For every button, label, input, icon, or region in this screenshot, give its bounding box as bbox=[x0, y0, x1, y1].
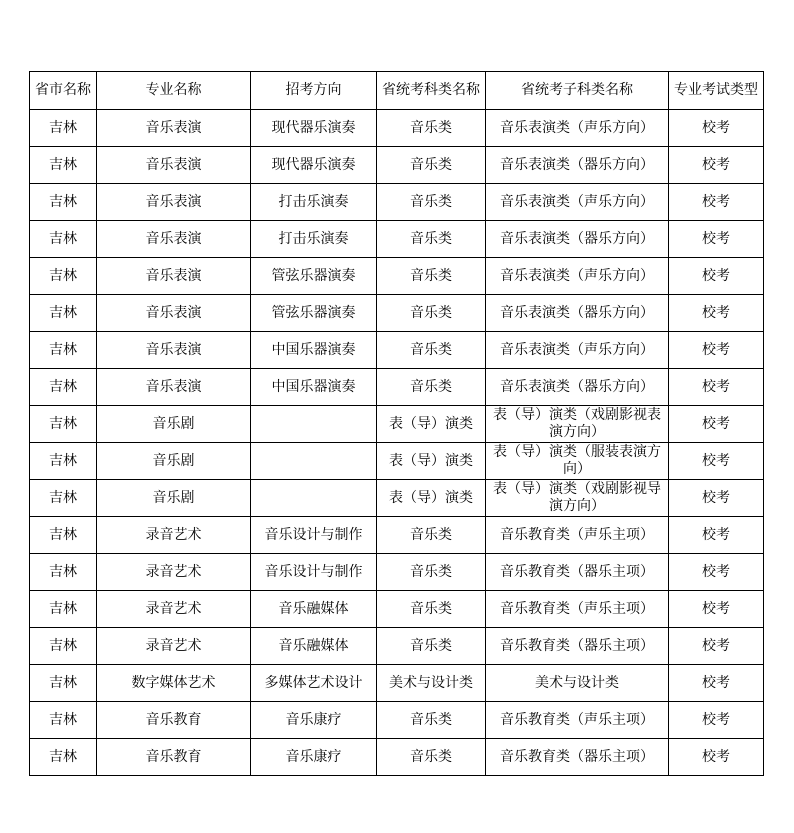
exam-subcategory-cell: 表（导）演类（服装表演方向） bbox=[486, 443, 669, 480]
exam-subcategory-cell: 音乐教育类（器乐主项） bbox=[486, 739, 669, 776]
direction-cell: 音乐融媒体 bbox=[251, 591, 377, 628]
exam-subcategory-cell: 音乐教育类（声乐主项） bbox=[486, 517, 669, 554]
table-row bbox=[30, 591, 764, 628]
exam-category-cell: 音乐类 bbox=[377, 332, 486, 369]
exam-category-cell: 音乐类 bbox=[377, 369, 486, 406]
exam-category-cell: 音乐类 bbox=[377, 628, 486, 665]
header-exam-subcategory: 省统考子科类名称 bbox=[486, 72, 669, 110]
direction-cell: 管弦乐器演奏 bbox=[251, 258, 377, 295]
province-cell: 吉林 bbox=[30, 628, 97, 665]
major-cell: 音乐表演 bbox=[97, 221, 251, 258]
direction-cell: 打击乐演奏 bbox=[251, 184, 377, 221]
major-cell: 音乐表演 bbox=[97, 258, 251, 295]
major-cell: 音乐表演 bbox=[97, 369, 251, 406]
province-cell: 吉林 bbox=[30, 554, 97, 591]
exam-category-cell: 音乐类 bbox=[377, 591, 486, 628]
exam-type-cell: 校考 bbox=[669, 110, 764, 147]
major-cell: 音乐剧 bbox=[97, 443, 251, 480]
exam-type-cell: 校考 bbox=[669, 295, 764, 332]
table-row bbox=[30, 517, 764, 554]
exam-type-cell: 校考 bbox=[669, 628, 764, 665]
exam-type-cell: 校考 bbox=[669, 665, 764, 702]
province-cell: 吉林 bbox=[30, 517, 97, 554]
province-cell: 吉林 bbox=[30, 369, 97, 406]
exam-subcategory-cell: 表（导）演类（戏剧影视表演方向） bbox=[486, 406, 669, 443]
province-cell: 吉林 bbox=[30, 591, 97, 628]
table-row bbox=[30, 665, 764, 702]
direction-cell: 音乐康疗 bbox=[251, 702, 377, 739]
major-cell: 音乐表演 bbox=[97, 110, 251, 147]
exam-category-cell: 音乐类 bbox=[377, 184, 486, 221]
exam-category-cell: 音乐类 bbox=[377, 554, 486, 591]
major-cell: 音乐表演 bbox=[97, 184, 251, 221]
table-row bbox=[30, 628, 764, 665]
major-cell: 录音艺术 bbox=[97, 591, 251, 628]
direction-cell: 打击乐演奏 bbox=[251, 221, 377, 258]
header-province: 省市名称 bbox=[30, 72, 97, 110]
major-cell: 音乐剧 bbox=[97, 406, 251, 443]
province-cell: 吉林 bbox=[30, 332, 97, 369]
table-row bbox=[30, 702, 764, 739]
direction-cell bbox=[251, 443, 377, 480]
direction-cell: 多媒体艺术设计 bbox=[251, 665, 377, 702]
table-row bbox=[30, 184, 764, 221]
major-cell: 音乐教育 bbox=[97, 739, 251, 776]
direction-cell: 音乐融媒体 bbox=[251, 628, 377, 665]
major-cell: 音乐表演 bbox=[97, 147, 251, 184]
table-body bbox=[30, 110, 764, 776]
major-cell: 音乐教育 bbox=[97, 702, 251, 739]
exam-subcategory-cell: 音乐表演类（器乐方向） bbox=[486, 147, 669, 184]
direction-cell: 音乐康疗 bbox=[251, 739, 377, 776]
table-row bbox=[30, 369, 764, 406]
direction-cell: 现代器乐演奏 bbox=[251, 110, 377, 147]
province-cell: 吉林 bbox=[30, 110, 97, 147]
exam-type-cell: 校考 bbox=[669, 443, 764, 480]
table-row bbox=[30, 147, 764, 184]
province-cell: 吉林 bbox=[30, 702, 97, 739]
direction-cell: 管弦乐器演奏 bbox=[251, 295, 377, 332]
province-cell: 吉林 bbox=[30, 739, 97, 776]
header-direction: 招考方向 bbox=[251, 72, 377, 110]
header-row bbox=[30, 72, 764, 110]
exam-subcategory-cell: 音乐表演类（器乐方向） bbox=[486, 295, 669, 332]
table-row bbox=[30, 258, 764, 295]
exam-type-cell: 校考 bbox=[669, 184, 764, 221]
table-row bbox=[30, 443, 764, 480]
exam-subcategory-cell: 音乐表演类（声乐方向） bbox=[486, 110, 669, 147]
direction-cell bbox=[251, 480, 377, 517]
major-cell: 录音艺术 bbox=[97, 628, 251, 665]
admissions-table bbox=[29, 71, 764, 776]
province-cell: 吉林 bbox=[30, 443, 97, 480]
exam-category-cell: 音乐类 bbox=[377, 702, 486, 739]
exam-subcategory-cell: 音乐教育类（器乐主项） bbox=[486, 554, 669, 591]
exam-subcategory-cell: 表（导）演类（戏剧影视导演方向） bbox=[486, 480, 669, 517]
exam-subcategory-cell: 音乐教育类（声乐主项） bbox=[486, 591, 669, 628]
exam-type-cell: 校考 bbox=[669, 702, 764, 739]
exam-type-cell: 校考 bbox=[669, 591, 764, 628]
table-row bbox=[30, 110, 764, 147]
exam-category-cell: 音乐类 bbox=[377, 739, 486, 776]
province-cell: 吉林 bbox=[30, 221, 97, 258]
exam-subcategory-cell: 音乐表演类（声乐方向） bbox=[486, 332, 669, 369]
direction-cell: 中国乐器演奏 bbox=[251, 332, 377, 369]
province-cell: 吉林 bbox=[30, 295, 97, 332]
exam-type-cell: 校考 bbox=[669, 147, 764, 184]
direction-cell: 现代器乐演奏 bbox=[251, 147, 377, 184]
exam-category-cell: 表（导）演类 bbox=[377, 406, 486, 443]
province-cell: 吉林 bbox=[30, 147, 97, 184]
exam-type-cell: 校考 bbox=[669, 332, 764, 369]
header-exam-category: 省统考科类名称 bbox=[377, 72, 486, 110]
exam-type-cell: 校考 bbox=[669, 554, 764, 591]
table-row bbox=[30, 332, 764, 369]
table-row bbox=[30, 480, 764, 517]
header-major: 专业名称 bbox=[97, 72, 251, 110]
exam-category-cell: 音乐类 bbox=[377, 258, 486, 295]
exam-category-cell: 音乐类 bbox=[377, 147, 486, 184]
province-cell: 吉林 bbox=[30, 406, 97, 443]
header-exam-type: 专业考试类型 bbox=[669, 72, 764, 110]
major-cell: 音乐表演 bbox=[97, 295, 251, 332]
direction-cell: 中国乐器演奏 bbox=[251, 369, 377, 406]
exam-subcategory-cell: 美术与设计类 bbox=[486, 665, 669, 702]
province-cell: 吉林 bbox=[30, 665, 97, 702]
exam-category-cell: 音乐类 bbox=[377, 517, 486, 554]
exam-subcategory-cell: 音乐表演类（声乐方向） bbox=[486, 184, 669, 221]
exam-subcategory-cell: 音乐表演类（声乐方向） bbox=[486, 258, 669, 295]
direction-cell: 音乐设计与制作 bbox=[251, 554, 377, 591]
exam-type-cell: 校考 bbox=[669, 517, 764, 554]
exam-category-cell: 美术与设计类 bbox=[377, 665, 486, 702]
direction-cell bbox=[251, 406, 377, 443]
exam-category-cell: 表（导）演类 bbox=[377, 480, 486, 517]
major-cell: 数字媒体艺术 bbox=[97, 665, 251, 702]
major-cell: 录音艺术 bbox=[97, 554, 251, 591]
province-cell: 吉林 bbox=[30, 184, 97, 221]
exam-type-cell: 校考 bbox=[669, 258, 764, 295]
exam-type-cell: 校考 bbox=[669, 369, 764, 406]
table-row bbox=[30, 739, 764, 776]
exam-subcategory-cell: 音乐教育类（器乐主项） bbox=[486, 628, 669, 665]
exam-category-cell: 音乐类 bbox=[377, 295, 486, 332]
exam-type-cell: 校考 bbox=[669, 480, 764, 517]
exam-subcategory-cell: 音乐表演类（器乐方向） bbox=[486, 369, 669, 406]
exam-type-cell: 校考 bbox=[669, 221, 764, 258]
major-cell: 音乐表演 bbox=[97, 332, 251, 369]
province-cell: 吉林 bbox=[30, 258, 97, 295]
table-row bbox=[30, 295, 764, 332]
table-row bbox=[30, 554, 764, 591]
table-row bbox=[30, 221, 764, 258]
exam-subcategory-cell: 音乐教育类（声乐主项） bbox=[486, 702, 669, 739]
table-row bbox=[30, 406, 764, 443]
major-cell: 音乐剧 bbox=[97, 480, 251, 517]
exam-category-cell: 音乐类 bbox=[377, 110, 486, 147]
exam-type-cell: 校考 bbox=[669, 406, 764, 443]
table-header bbox=[30, 72, 764, 110]
major-cell: 录音艺术 bbox=[97, 517, 251, 554]
province-cell: 吉林 bbox=[30, 480, 97, 517]
exam-category-cell: 表（导）演类 bbox=[377, 443, 486, 480]
exam-type-cell: 校考 bbox=[669, 739, 764, 776]
exam-subcategory-cell: 音乐表演类（器乐方向） bbox=[486, 221, 669, 258]
exam-category-cell: 音乐类 bbox=[377, 221, 486, 258]
direction-cell: 音乐设计与制作 bbox=[251, 517, 377, 554]
